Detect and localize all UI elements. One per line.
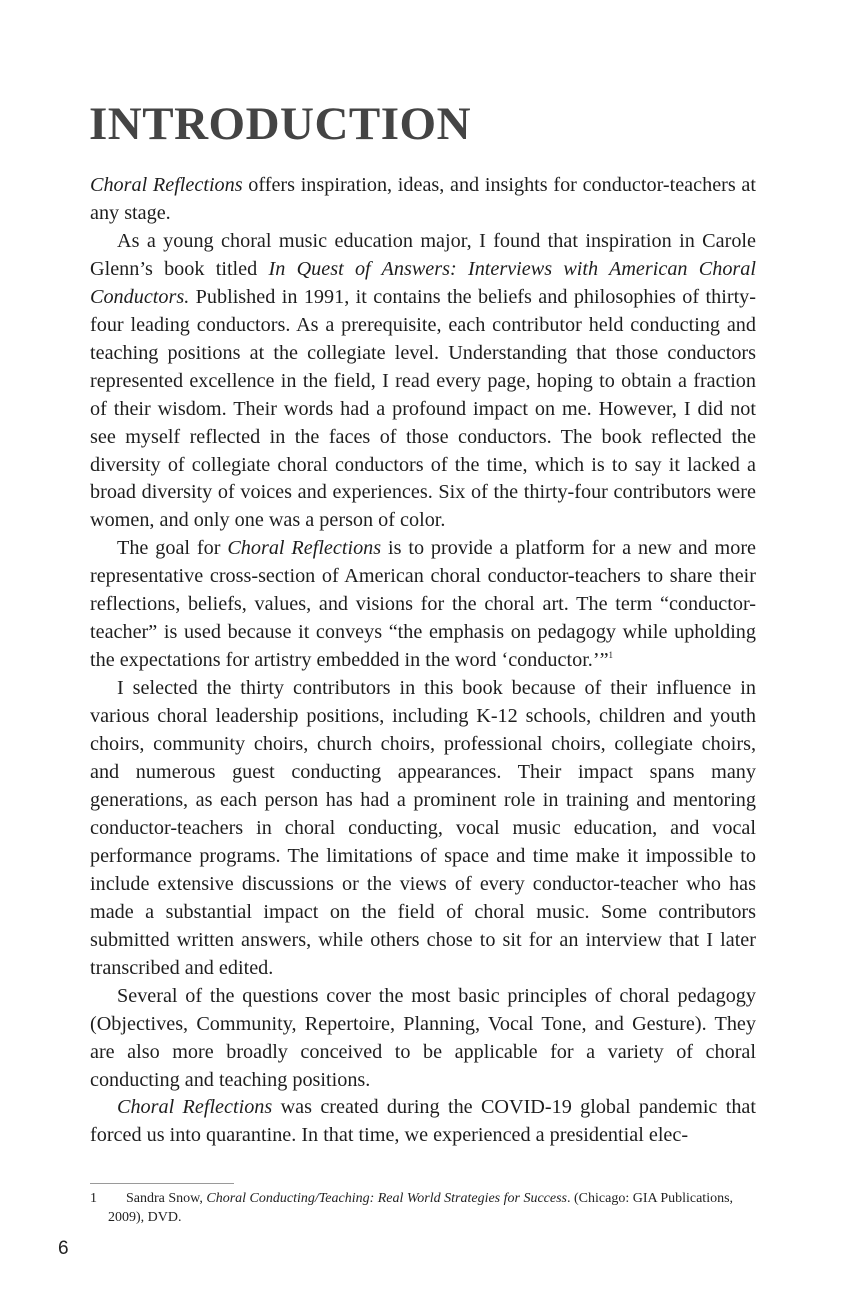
page-title: INTRODUCTION: [89, 98, 472, 150]
text-segment: was created during the COVID-19 global pandemic that forced us into quarantine. In that time, we experienced a presidential elec-: [90, 1096, 756, 1147]
footnote-number: 1: [90, 1191, 97, 1206]
text-segment: Several of the questions cover the most basic principles of choral pedagogy (Objectives, Community, Repertoire, Planning, Vocal Tone, and Gesture). They are also more broadly conceived to be applicable for a variety of choral conducting and teaching positions.: [90, 984, 756, 1091]
paragraph: [90, 675, 756, 982]
italic-title: In Quest of Answers: Interviews with American Choral Conductors.: [90, 257, 756, 308]
body-text: [90, 172, 756, 1150]
paragraph: [90, 1094, 756, 1150]
text-segment: offers inspiration, ideas, and insights for conductor-teachers at any stage.: [90, 174, 756, 224]
paragraph: [90, 983, 756, 1095]
paragraph: [90, 228, 756, 535]
text-segment: I selected the thirty contributors in this book because of their influence in various choral leadership positions, including K-12 schools, children and youth choirs, community choirs, church choirs, professional choirs, collegiate choirs, and numerous guest conducting appearances. Their impact spans many generations, as each person has had a prominent role in training and mentoring conductor-teachers in choral conducting, vocal music education, and vocal performance programs. The limitations of space and time make it impossible to include extensive discussions or the views of every conductor-teacher who has made a substantial impact on the field of choral music. Some contributors submitted written answers, while others chose to sit for an interview that I later transcribed and edited.: [90, 677, 756, 979]
footnote-author: Sandra Snow,: [126, 1191, 207, 1206]
text-segment: The goal for: [117, 537, 228, 560]
italic-title: Choral Reflections: [90, 174, 243, 196]
paragraph: [90, 535, 756, 675]
footnote-publication: . (Chicago: GIA Publications, 2009), DVD.: [108, 1191, 734, 1225]
footnote-text: [108, 1189, 756, 1227]
text-segment: Published in 1991, it contains the beliefs and philosophies of thirty-four leading conductors. As a prerequisite, each contributor held conducting and teaching positions at the collegiate level. Understanding that those conductors represented excellence in the field, I read every page, hoping to obtain a fraction of their wisdom. Their words had a profound impact on me. However, I did not see myself reflected in the faces of those conductors. The book reflected the diversity of collegiate choral conductors of the time, which is to say it lacked a broad diversity of voices and experiences. Six of the thirty-four contributors were women, and only one was a person of color.: [90, 285, 756, 532]
page-number: 6: [58, 1238, 69, 1259]
text-segment: As a young choral music education major, I found that inspiration in Carole Glenn’s book titled: [90, 229, 756, 280]
footnote-title: Choral Conducting/Teaching: Real World Strategies for Success: [206, 1191, 567, 1206]
footnote: [90, 1189, 756, 1227]
paragraph: [90, 172, 756, 228]
text-segment: is to provide a platform for a new and more representative cross-section of American choral conductor-teachers to share their reflections, beliefs, values, and visions for the choral art. The term “conductor-teacher” is used because it conveys “the emphasis on pedagogy while upholding the expectations for artistry embedded in the word ‘conductor.’”: [90, 537, 756, 672]
footnote-divider: [90, 1183, 234, 1184]
italic-title: Choral Reflections: [117, 1096, 273, 1119]
italic-title: Choral Reflections: [227, 537, 382, 560]
footnote-reference[interactable]: 1: [608, 650, 614, 661]
